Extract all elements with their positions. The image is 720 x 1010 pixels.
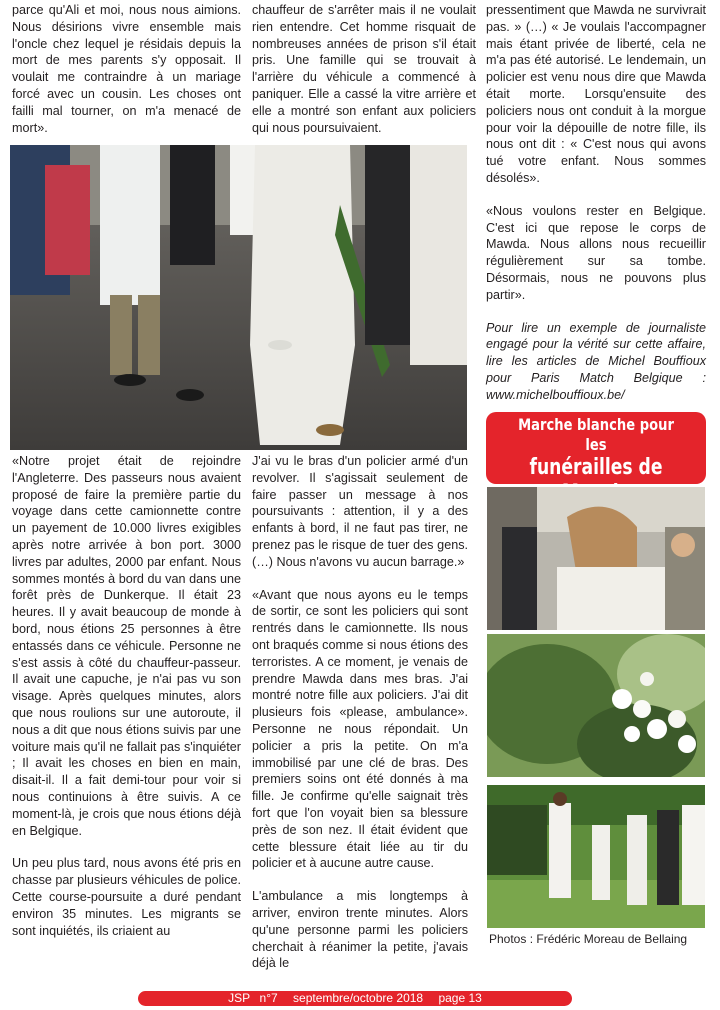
main-march-photo <box>10 145 467 450</box>
col2-para1: J'ai vu le bras d'un policier armé d'un revolver. Il s'agissait seulement de faire passer un message à nos poursuivants : attention, il y a des enfants à bord, il ne faut pas tirer, ne prenez pas le risque de tuer des gens. (…) Nous n'avons vu aucun barrage.» <box>252 454 468 569</box>
col2-para3: L'ambulance a mis longtemps à arriver, environ trente minutes. Alors qu'une personne parmi les policiers cherchait à réanimer la petite, j'avais déjà le <box>252 889 468 971</box>
photo-credit: Photos : Frédéric Moreau de Bellaing <box>489 932 688 946</box>
col1-top <box>12 2 241 136</box>
footer-date: septembre/octobre 2018 <box>293 991 424 1005</box>
col1-top-text: parce qu'Ali et moi, nous nous aimions. Nous désirions vivre ensemble mais l'oncle chez lequel je résidais depuis la mort de mes parents s'y opposait. Il voulait me contraindre à un mariage forcé avec un cousin. Les choses ont failli mal tourner, on m'a menacé de mort». <box>12 3 241 135</box>
col3-para1: pressentiment que Mawda ne survivrait pas. » (…) « Je voulais l'accompagner mais étant privée de liberté, cela ne m'a pas été autorisé. Le lendemain, un policier est venu nous dire que Mawda était morte. Lorsqu'ensuite des policiers nous ont conduit à la morgue pour voir la dépouille de notre fille, ils nous ont dit : « C'est nous qui avons tué votre enfant. Nous sommes désolés». <box>486 3 706 185</box>
page-footer <box>138 991 572 1006</box>
event-banner <box>486 412 706 484</box>
col1-para1: «Notre projet était de rejoindre l'Angleterre. Des passeurs nous avaient proposé de faire la première partie du voyage dans cette camionnette contre un payement de 10.000 livres exigibles après notre arrivée à bon port. 3000 livres par adultes, 2000 par enfant. Nous sommes montés à bord du van dans une forêt près de Dunkerque. Il était 23 heures. Il y avait beaucoup de monde à bord, nous étions 25 personnes à être entassés dans ce véhicule. Personne ne s'est assis à côté du chauffeur-passeur. Il avait une capuche, je n'ai pas vu son visage. Après quelques minutes, alors que nous roulions sur une autoroute, il nous a dit que nous étions suivis par une voiture mais qu'il ne fallait pas s'inquiéter ; Il avait les choses en bien en main, disait-il. Il a fait demi-tour pour voir si nous continuions à être suivis. A ce moment-là, je crois que nous étions déjà en Belgique. <box>12 454 241 838</box>
photo-grieving-woman <box>487 487 705 630</box>
col2-top-text: chauffeur de s'arrêter mais il ne voulait rien entendre. Cet homme risquait de nombreuses années de prison s'il était pris. Une famille qui se trouvait à l'arrière du véhicule a commencé à paniquer. Elle a cassé la vitre arrière et elle a montré son enfant aux policiers qui nous poursuivaient. <box>252 3 476 135</box>
col3-note: Pour lire un exemple de journaliste engagé pour la vérité sur cette affaire, lire les articles de Michel Bouffioux pour Paris Match Belgique : www.michelbouffioux.be/ <box>486 320 706 402</box>
banner-title: funérailles de <box>529 455 663 480</box>
col2-top <box>252 2 476 136</box>
col2-lower <box>252 453 468 972</box>
banner-line1: Marche blanche pour les <box>518 415 674 454</box>
photo-white-flowers <box>487 634 705 777</box>
col3-para2: «Nous voulons rester en Belgique. C'est ici que repose le corps de Mawda. Nous allons nous recueillir régulièrement sur sa tombe. Désormais, nous ne pouvons plus partir». <box>486 203 706 302</box>
photo-walking-crowd <box>487 785 705 928</box>
footer-page-number: page 13 <box>438 991 482 1005</box>
col2-para2: «Avant que nous ayons eu le temps de sortir, ce sont les policiers qui sont rentrés dans le camionnette. Ils nous ont braqués comme si nous étions des terroristes. A ce moment, je venais de prendre Mawda dans mes bras. J'ai montré notre fille aux policiers. J'ai dit plusieurs fois «please, ambulance». Personne ne nous répondait. Un policier a pris la petite. On m'a immobilisé par une clé de bras. Des premiers soins ont été donnés à ma fille. Je confirme qu'elle saignait très fort que l'on voyait bien sa blessure près de son nez. Il était évident que cette blessure était liée au tir du policier et à aucune autre cause. <box>252 587 468 871</box>
col3 <box>486 2 706 426</box>
col1-para2: Un peu plus tard, nous avons été pris en chasse par plusieurs véhicules de police. Cette course-poursuite a duré pendant environ 35 minutes. Les migrants se sont inquiétés, ils criaient au <box>12 856 241 938</box>
footer-journal: JSP <box>228 991 251 1005</box>
footer-issue: n°7 <box>259 991 278 1005</box>
col1-lower <box>12 453 241 939</box>
